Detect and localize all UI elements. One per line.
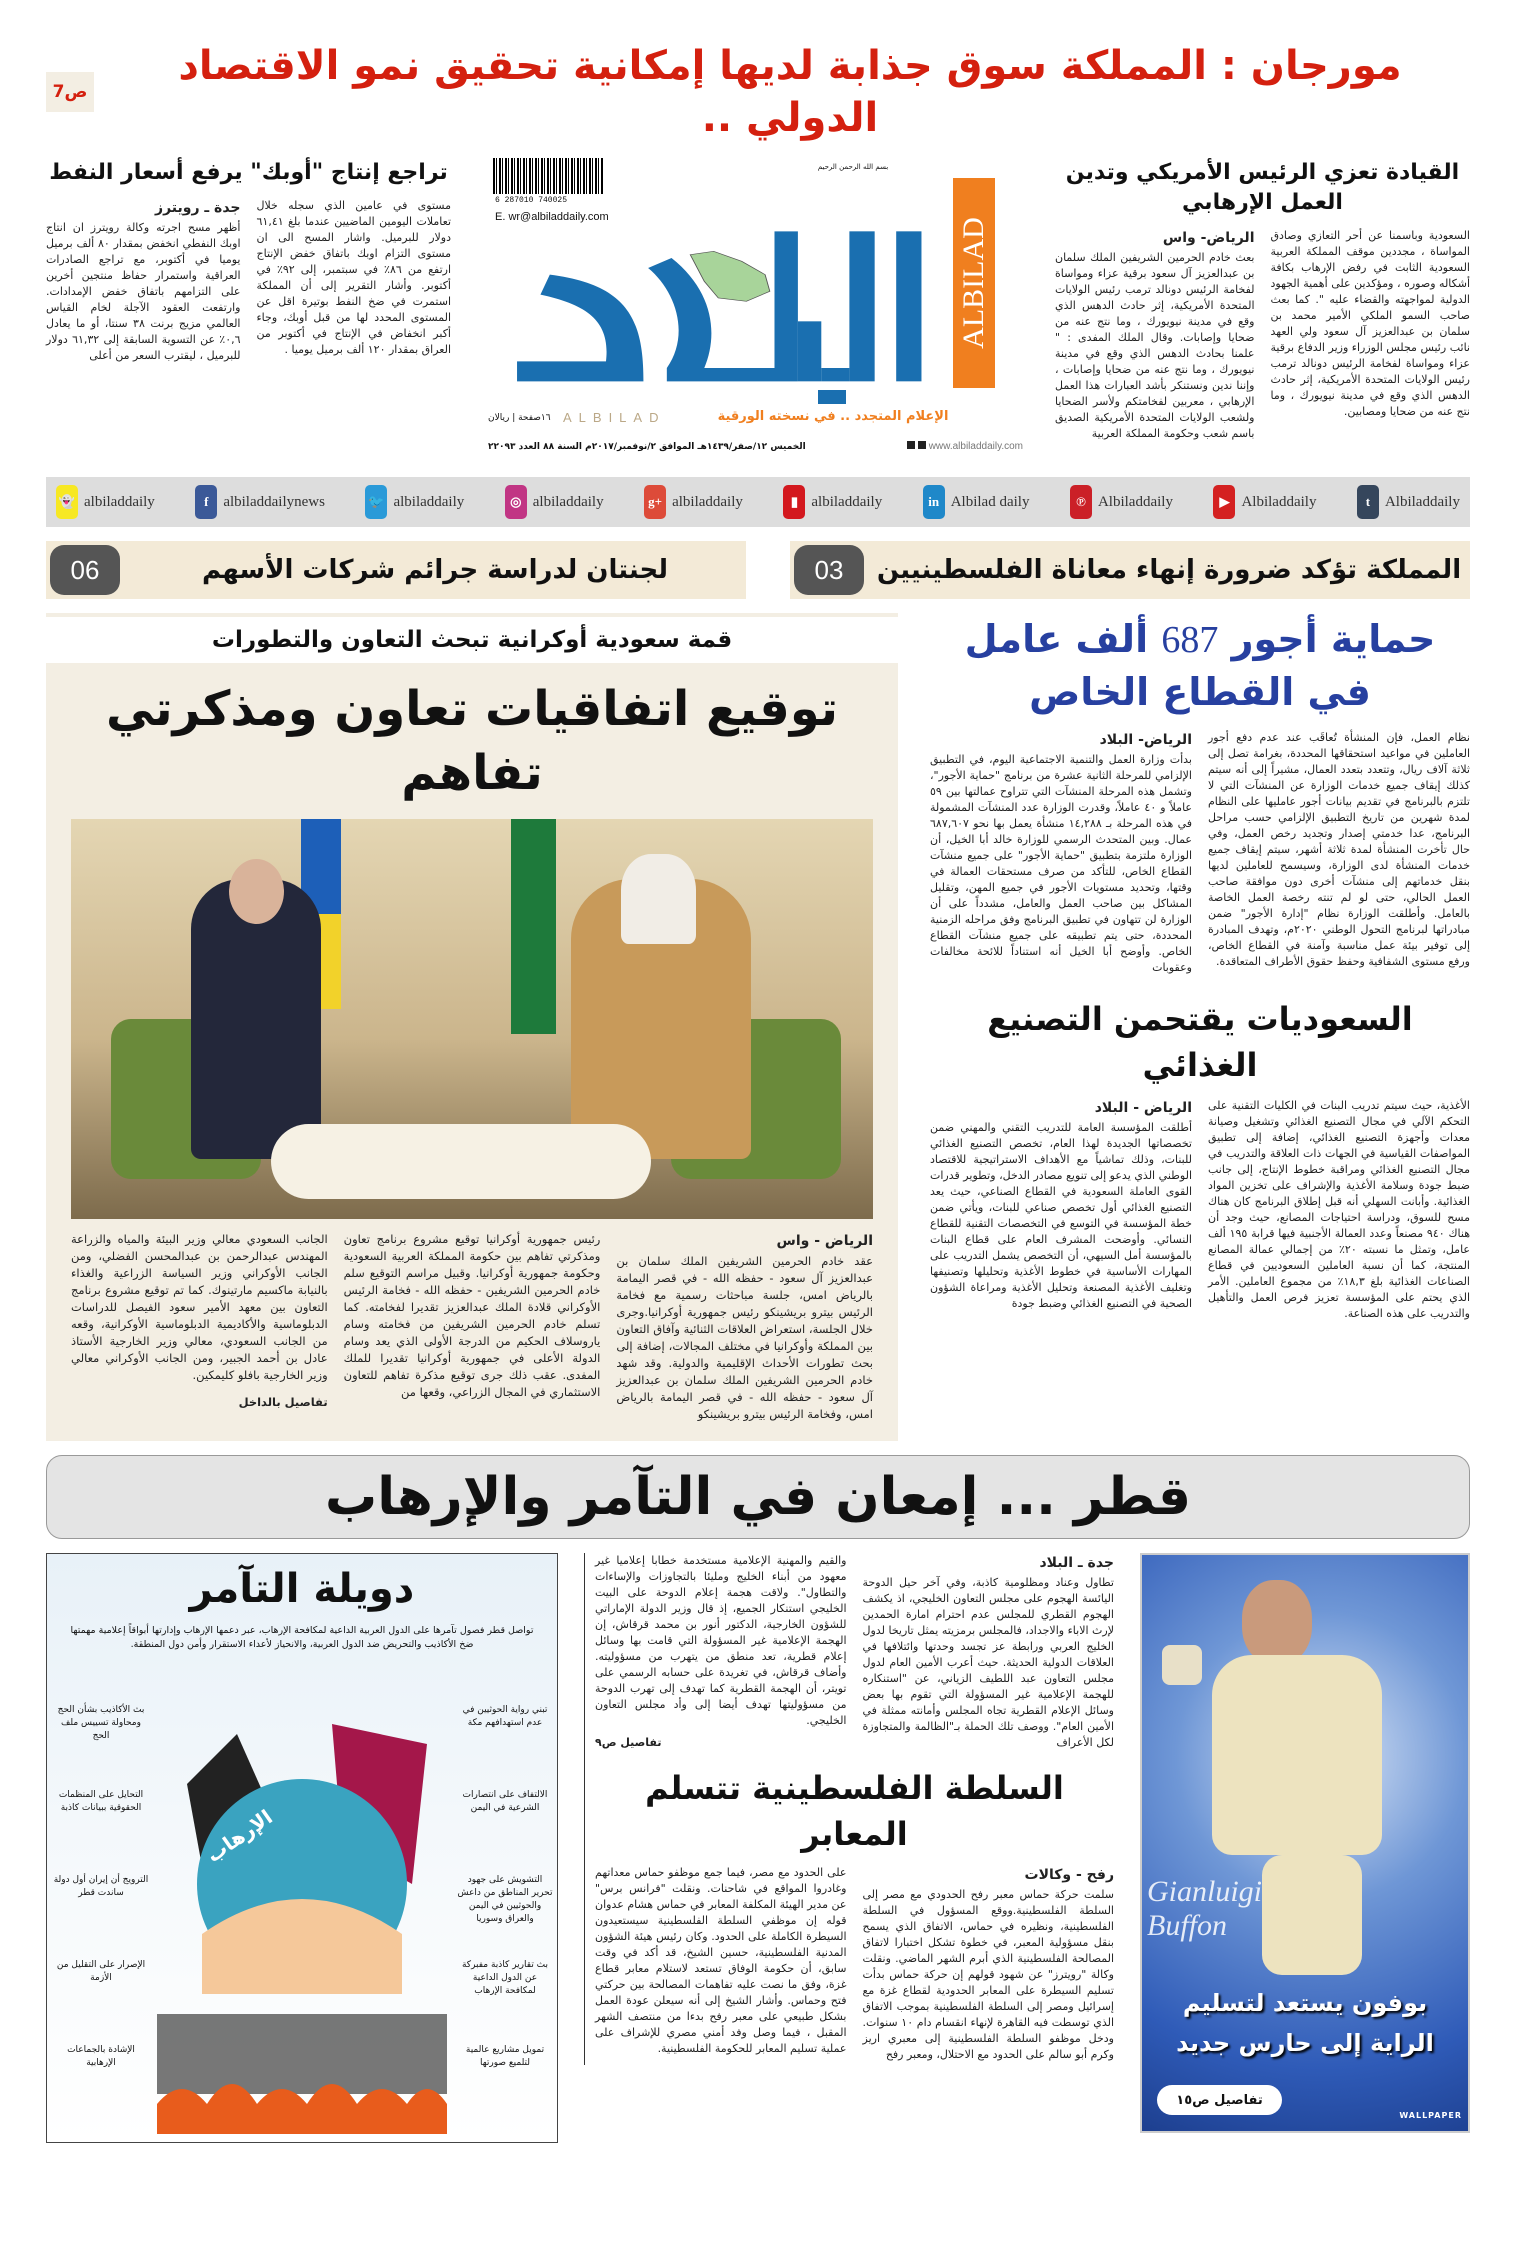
right-column xyxy=(930,613,1470,1324)
article-wages xyxy=(930,613,1470,978)
tumblr-icon: t xyxy=(1357,485,1379,519)
details-page-15-link[interactable]: تفاصيل ص١٥ xyxy=(1157,2085,1282,2115)
social-link-twitter[interactable] xyxy=(365,485,464,519)
main-row xyxy=(46,613,1470,1441)
teaser-stock-crimes[interactable] xyxy=(46,541,746,599)
linkedin-icon: in xyxy=(923,485,945,519)
infographic-item: تمويل مشاريع عالمية لتلميع صورتها xyxy=(465,2045,545,2068)
saudi-map-icon xyxy=(690,251,770,301)
social-handle[interactable]: albiladdaily xyxy=(393,493,465,510)
infographic-globe xyxy=(157,1714,447,2134)
militants-silhouette xyxy=(157,2014,447,2094)
dateline: جدة ـ رويترز xyxy=(155,200,241,216)
infographic-item: الإصرار على التقليل من الأزمة xyxy=(56,1960,146,1983)
tagline: الإعلام المتجدد .. في نسخته الورقية xyxy=(717,409,949,424)
logo-dot xyxy=(818,390,846,404)
social-handle[interactable]: albiladdailynews xyxy=(223,493,325,510)
article-leadership-condolences xyxy=(1055,158,1470,444)
price: ١٦صفحة | ريالان xyxy=(488,413,551,423)
teaser-palestinians[interactable] xyxy=(790,541,1470,599)
qatar-banner[interactable] xyxy=(46,1455,1470,1539)
dateline: الرياض - واس xyxy=(776,1233,873,1249)
youtube-icon: ▶ xyxy=(1213,485,1235,519)
saudi-flag xyxy=(511,819,556,1034)
article-opec xyxy=(46,158,451,366)
article-text: عقد خادم الحرمين الشريفين الملك سلمان بن عبدالعزيز آل سعود - حفظه الله - في قصر اليمامة بالرياض امس، جلسة مباحثات رسمية مع فخامة الرئيس بيترو بريشينكو رئيس جمهورية أوكرانيا.وجرى خلال الجلسة، استعراض العلاقات الثنائية وآفاق التعاون بين المملكة وأوكرانيا في مختلف المجالات، إضافة إلى بحث تطورات الأحداث الإقليمية والدولية. وقد شهد خادم الحرمين الشريفين الملك سلمان بن عبدالعزيز آل سعود - حفظه الله - في قصر اليمامة بالرياض امس، وفخامة الرئيس بيترو بريشينكو xyxy=(616,1254,873,1421)
buffon-photo xyxy=(1140,1553,1470,2133)
teaser-text[interactable]: لجنتان لدراسة جرائم شركات الأسهم xyxy=(201,555,668,585)
article-text: بعث خادم الحرمين الشريفين الملك سلمان بن عبدالعزيز آل سعود برقية عزاء ومواساة لفخامة الرئيس دونالد ترمب رئيس الولايات المتحدة الأمريكية، إثر حادث الدهس الذي وقع في مدينة نيويورك ، وما نتج عنه من ضحايا وإصابات. وقال الملك المفدى : " علمنا بحادث الدهس الذي وقع في مدينة نيويورك ، وما نتج عنه من ضحايا وإصابات ، وإننا ندين ونستنكر بأشد العبارات هذا العمل الإرهابي ، معربين لفخامتكم ولأسر الضحايا ولشعب الولايات المتحدة الأمريكية الصديق باسم شعب وحكومة المملكة العربية xyxy=(1055,251,1255,440)
terror-label: الإرهاب xyxy=(201,1804,277,1868)
social-handle[interactable]: albiladdaily xyxy=(811,493,883,510)
logo-dal-stroke xyxy=(517,275,643,382)
social-link-facebook[interactable] xyxy=(195,485,325,519)
summit-photo xyxy=(71,819,873,1219)
masthead-row xyxy=(46,158,1470,463)
article-text: على الحدود مع مصر، فيما جمع موظفو حماس معداتهم وغادروا المواقع في شاحنات. ونقلت "فرانس برس" عن مدير الهيئة المكلفة المعابر في حماس هشام عدوان قوله إن موظفي السلطة الفلسطينية سيستعيدون السيطرة الكاملة على الحدود. وكان رئيس هيئة الشؤون المدنية الفلسطينية، حسين الشيخ، قد أكد في وقت سابق، أن حكومة الوفاق تستعد لاستلام معابر قطاع غزة، وفق ما نصت عليه تفاهمات المصالحة بين حركتي فتح وحماس. وأشار الشيخ إلى أنه سيعلن عودة العمل بشكل طبيعي على معبر رفح بدءا من منتصف الشهر المقبل ، فيما وصل وفد أمني مصري للإشراف على عملية تسليم المعابر للحكومة الفلسطينية. xyxy=(595,1866,847,2055)
infographic-item: التشويش على جهود تحرير المناطق من داعش والحوثيين في اليمن والعراق وسوريا xyxy=(457,1875,553,1924)
article-palestine-crossings xyxy=(595,1765,1114,2065)
instagram-icon: ◎ xyxy=(505,485,527,519)
dateline: الرياض - البلاد xyxy=(1094,1100,1192,1116)
buffon-signature: Gianluigi Buffon xyxy=(1147,1875,1263,1942)
bottom-row xyxy=(46,1553,1470,2143)
headline-number: 687 xyxy=(1161,619,1219,661)
social-link-flipboard[interactable] xyxy=(783,485,882,519)
email-link[interactable]: E. wr@albiladdaily.com xyxy=(495,211,609,223)
facebook-icon: f xyxy=(195,485,217,519)
middle-column xyxy=(584,1553,1114,2065)
food-headline[interactable]: السعوديات يقتحمن التصنيع الغذائي xyxy=(987,1000,1413,1084)
article-text: أطلقت المؤسسة العامة للتدريب التقني والمهني ضمن تخصصاتها الجديدة لهذا العام، تخصص التصنيع الغذائي للبنات، وذلك تماشياً مع الأهداف الاستراتيجية للاقتصاد الوطني الذي يدعو إلى تنويع مصادر الدخل، وتطوير قدرات القوى العاملة السعودية في القطاع الصناعي، حيث يعد التصنيع الغذائي أول تخصص صناعي للبنات، ويأتي ضمن خطة المؤسسة في التوسع في التخصصات التقنية للقطاع النسائي. وأوضحت المشرف العام على قطاع البنات بالمؤسسة أمل السيهي، أن التخصص يشمل التدريب على المهارات الأساسية في خطوط الأغذية وتحليلها وتصنيفها وتغليف الأغذية المصنعة وتحليل الأغذية ومراعاة الشؤون الصحية في التصنيع الغذائي وضبط جودة xyxy=(930,1121,1192,1310)
logo-latin-vertical-block xyxy=(953,178,995,388)
watermark: WALLPAPER xyxy=(1399,2111,1462,2120)
banner-headline[interactable]: قطر ... إمعان في التآمر والإرهاب xyxy=(324,1467,1192,1527)
social-handle[interactable]: Albilad daily xyxy=(950,493,1030,510)
flower-arrangement xyxy=(271,1124,651,1199)
teasers-row xyxy=(46,541,1470,599)
article-text: رئيس جمهورية أوكرانيا توقيع مشروع برنامج تعاون ومذكرتي تفاهم بين حكومة المملكة العربية السعودية وحكومة جمهورية أوكرانيا. وقبيل مراسم التوقيع سلم خادم الحرمين الشريفين - حفظه الله - فخامة الرئيس الأوكراني قلادة الملك عبدالعزيز تقديرا لفخامته. كما تسلم خادم الحرمين الشريفين من فخامته وسام ياروسلاف الحكيم من الدرجة الأولى الذي يعد وسام الدولة الأعلى في جمهورية أوكرانيا تقديرا للملك المفدى. عقب ذلك جرى توقيع مذكرة تفاهم للتعاون الاستثماري في المجال الزراعي، وقعها من xyxy=(343,1232,601,1399)
lead-story xyxy=(46,613,898,1441)
article-text: بدأت وزارة العمل والتنمية الاجتماعية اليوم، في التطبيق الإلزامي للمرحلة الثانية عشرة من برنامج "حماية الأجور"، وتشمل هذه المرحلة المنشآت التي تتراوح عمالتها بين ٥٩ عاملاً و ٤٠ عاملاً، وقدرت الوزارة عدد المنشآت المشمولة في هذه المرحلة بـ ١٤,٢٨٨ منشأة يعمل بها نحو ٦٨٧,٦٠٧ عمال. وبين المتحدث الرسمي للوزارة خالد أبا الخيل، أن الوزارة ملتزمة بتطبيق "حماية الأجور" على جميع منشآت القطاع الخاص، للتأكد من صرف مستحقات العمالة في وقتها، وتحديد مستويات الأجور في جميع المهن، وتقليل المشاكل بين صاحب العمل والعامل، مشدداً على أن الوزارة لن تتهاون في تطبيق البرنامج وفق مراحله الزمنية المحددة، حتى يتم تطبيقه على جميع منشآت القطاع الخاص. وأوضح أبا الخيل أنه استناداً للائحة مخالفات وعقوبات xyxy=(930,753,1192,974)
infographic-intro: تواصل قطر فصول تآمرها على الدول العربية الداعية لمكافحة الإرهاب، عبر دعمها الإرهاب وإدارتها أبواقاً إعلامية مهمتها ضخ الأكاذيب والتحريض ضد الدول العربية، والانحياز لأعداء الاستقرار وأمن دول المنطقة. xyxy=(70,1625,534,1650)
player-jersey xyxy=(1212,1655,1382,1855)
headline-part: حماية أجور xyxy=(1231,617,1436,661)
social-link-linkedin[interactable] xyxy=(923,485,1030,519)
social-handle[interactable]: albiladdaily xyxy=(84,493,155,510)
article-text: مستوى في عامين الذي سجله خلال تعاملات اليومين الماضيين عندما بلغ ٦١,٤١ دولار للبرميل. واشار المسح الى ان مستوى التزام اوبك باتفاق خفض الإنتاج ارتفع من ٨٦٪ في سبتمبر، إلى ٩٢٪ في أكتوبر. وأشار التقرير إلى أن المملكة استمرت في ضخ النفط بوتيرة اقل عن المستوى المحدد لها من قبل أوبك، وجاء أكبر انخفاض في الإنتاج في أكتوبر من العراق بمقدار ١٢٠ ألف برميل يوميا . xyxy=(256,199,451,356)
website-url[interactable]: www.albiladdaily.com xyxy=(928,441,1023,452)
infographic-item: الالتفاف على انتصارات الشرعية في اليمن xyxy=(462,1790,548,1813)
logo-latin: ALBILAD xyxy=(563,410,666,425)
article-headline[interactable]: القيادة تعزي الرئيس الأمريكي وتدين العمل الإرهابي xyxy=(1065,160,1460,215)
date-line: الخميس ١٢/صفر/١٤٣٩هـ الموافق ٢/نوفمبر/٢٠١٧م السنة ٨٨ العدد ٢٢٠٩٣ xyxy=(488,442,806,452)
article-food-manufacturing xyxy=(930,996,1470,1324)
social-handle[interactable]: albiladdaily xyxy=(532,493,604,510)
article-text: سلمت حركة حماس معبر رفح الحدودي مع مصر إلى السلطة الفلسطينية.ووقع المسؤول في السلطة الفلسطينية، ونظيره في حماس، الاتفاق الذي يسمح بنقل مسؤولية المعبر، في خطوة تشكل اختبارا لاتفاق المصالحة الفلسطينية الذي أبرم الشهر الماضي. ونقلت وكالة "رويترز" عن شهود قولهم إن حركة حماس بدأت تسليم السيطرة على المعابر الحدودية لقطاع غزة مع إسرائيل ومصر إلى السلطة الفلسطينية بموجب الاتفاق الذي توسطت فيه القاهرة لإنهاء انقسام دام ١٠ سنوات. ودخل موظفو السلطة الفلسطينية إلى معبري اريز وكرم أبو سالم على الحدود مع الاحتلال، ومعبر رفح xyxy=(862,1888,1114,2061)
article-text: الجانب السعودي معالي وزير البيئة والمياه والزراعة المهندس عبدالرحمن بن عبدالمحسن الفضلي، ومن الجانب الأوكراني وزير السياسة الزراعية والغذاء بالنيابة ماكسيم مارتينوك. كما تم توقيع مشروع برنامج التعاون بين معهد الأمير سعود الفيصل للدراسات الدبلوماسية والأكاديمية الدبلوماسية الأوكرانية، وقعه من الجانب السعودي، معالي وزير الخارجية الأستاذ عادل بن أحمد الجبير، ومن الجانب الأوكراني معالي وزير الخارجية بافلو كليمكين. xyxy=(70,1232,328,1382)
article-text: نظام العمل، فإن المنشأة تُعاقَب عند عدم دفع أجور العاملين في مواعيد استحقاقها المحددة، بغرامة تصل إلى ثلاثة آلاف ريال، وتتعدد بتعدد العمال، مشيراً إلى أنه سيتم كذلك إيقاف جميع خدمات الوزارة عن المنشآت التي لا تلتزم بالبرنامج في تقديم بيانات أجور عامليها على النظام لمدة شهرين من تاريخ التطبيق الإلزامي حسب مراحل البرنامج، عدا خدمتي إصدار وتجديد رخص العمل، وفي حال تأخرت المنشأة لمدة ثلاثة أشهر، سيتم إيقاف جميع خدمات المنشأة لدى الوزارة، وسيسمح للعاملين لديها بنقل خدماتهم إلى منشآت أخرى دون موافقة صاحب العمل الحالي، حتى لو لم تنته رخصة العمل الخاصة بالعامل. وأطلقت الوزارة نظام "إدارة الأجور" ضمن مبادراتها لبرنامج التحول الوطني ٢٠٢٠م، وتهدف المبادرة إلى توفير بيئة عمل مناسبة وآمنة في القطاع الخاص، ورفع مستوى الشفافية وحفظ حقوق الأطراف المتعاقدة. xyxy=(1208,731,1470,968)
social-link-instagram[interactable] xyxy=(505,485,604,519)
social-handle[interactable]: Albiladdaily xyxy=(1097,493,1173,510)
lead-subheadline[interactable]: قمة سعودية أوكرانية تبحث التعاون والتطورات xyxy=(46,617,898,663)
article-text: تطاول وعناد ومظلومية كاذبة، وفي آخر حيل الدوحة اليائسة الهجوم على مجلس التعاون الخليجي، اذ يكشف الهجوم القطري للمجلس عدم احترام امارة الحمدين لإرث الاباء والاجداد، فالمجلس برمزيته يمثل تاريخا لدول الخليج العربي ورابطة عز تجسد وحدتها وائتلافها في العلاقات الدولية الحديثة. حيث أعرب الأمين العام لدول مجلس التعاون عبد اللطيف الزياني، عن "استنكاره للهجمة الإعلامية غير المسؤولة التي تقوم بها بعض وسائل الإعلام القطرية تجاه المجلس وأمانته ممثلة في الأمين العام". ووصف تلك الحملة بـ"الظالمة والمتجاوزة لكل الأعراف xyxy=(862,1576,1114,1749)
wages-headline[interactable] xyxy=(930,613,1470,666)
dateline: رفح - وكالات xyxy=(1024,1867,1114,1883)
details-inside-link[interactable]: تفاصيل بالداخل xyxy=(238,1395,328,1409)
snapchat-icon: 👻 xyxy=(56,485,78,519)
website-link[interactable] xyxy=(828,440,1023,454)
wages-headline-line2[interactable]: في القطاع الخاص xyxy=(1029,670,1371,714)
teaser-text[interactable]: المملكة تؤكد ضرورة إنهاء معاناة الفلسطينيين xyxy=(876,555,1462,585)
player-head xyxy=(1242,1580,1312,1665)
headline-part: ألف عامل xyxy=(964,617,1149,661)
dateline: الرياض- واس xyxy=(1162,230,1255,246)
article-gcc xyxy=(595,1553,1114,1753)
infographic-qatar xyxy=(46,1553,558,2143)
social-link-googleplus[interactable] xyxy=(644,485,743,519)
article-text: والقيم والمهنية الإعلامية مستخدمة خطابا إعلاميا غير معهود من أبناء الخليج ومليئا بالتجاوزات والإساءات والتطاول". ولاقت هجمة إعلام الدوحة على البيت الخليجي استنكار الجميع، إذ قال وزير الدولة الإماراتي للشؤون الخارجية، الدكتور أنور بن محمد قرقاش، إن الهجمة الإعلامية غير المسؤولة التي قامت بها وسائل إعلام قطرية، تعد منطق من يتهرب من مسؤوليته. وأضاف قرقاش، في تغريدة على حسابه الرسمي على تويتر، أن الهجمة القطرية كما تهدف إلى تهرب الدوحة من مسؤوليتها تهدف أيضا إلى وأد مجلس التعاون الخليجي. xyxy=(595,1554,847,1727)
details-page-9-link[interactable]: تفاصيل ص٩ xyxy=(595,1736,662,1749)
player-legs xyxy=(1262,1855,1362,1975)
infographic-title: دويلة التآمر xyxy=(189,1566,415,1612)
social-link-snapchat[interactable] xyxy=(56,485,155,519)
social-handle[interactable]: Albiladdaily xyxy=(1384,493,1460,510)
googleplus-icon: g+ xyxy=(644,485,666,519)
buffon-headline-line2[interactable]: الراية إلى حارس جديد xyxy=(1176,2029,1434,2057)
infographic-item: التحايل على المنظمات الحقوقية ببيانات كاذبة xyxy=(58,1790,144,1813)
page-reference-badge[interactable]: ص7 xyxy=(46,72,94,112)
article-text: السعودية وباسمنا عن أحر التعازي وصادق المواساة ، مجددين موقف المملكة العربية السعودية الثابت في رفض الإرهاب بكافة أشكاله وصوره ، ومؤكدين على أهمية الجهود الدولية لمواجهته والقضاء عليه ". كما بعث صاحب السمو الملكي الأمير محمد بن سلمان بن عبدالعزيز آل سعود ولي العهد نائب رئيس مجلس الوزراء وزير الدفاع برقية عزاء ومواساة لفخامة الرئيس دونالد ترمب رئيس الولايات المتحدة الأمريكية، إثر حادث الدهس الذي وقع في مدينة نيويورك ، وما نتج عنه من ضحايا ومصابين. xyxy=(1270,229,1470,418)
glove-icon xyxy=(1162,1645,1202,1685)
palestine-headline[interactable]: السلطة الفلسطينية تتسلم المعابر xyxy=(645,1769,1064,1853)
article-text: الأغذية، حيث سيتم تدريب البنات في الكليات التقنية على التحكم الآلي في مجال التصنيع الغذائي وتشغيل وصيانة معدات وأجهزة التصنيع الغذائي، إضافة إلى تطبيق المواصفات القياسية في الجهات ذات العلاقة والتدريب في مجال التصنيع الغذائي ومراقبة خطوط الإنتاج، إلى جانب ضبط جودة وسلامة الأغذية والإشراف على تخزين المواد الغذائية. وأبانت السهلي أنه قبل إطلاق البرنامج كان هناك مسح للسوق، ودراسة احتياجات المصانع، حيث وجد أن هناك ٩٤٠ مصنعاً وعدد العمالة الأجنبية فيها قرابة ١٩٥ ألف عامل، وتمثل ما نسبته ٢٠٪ من إجمالي عمالة المصانع المنتجة، كما أن نسبة العاملين السعوديين في قطاع الصناعات الغذائية بلغ ١٨,٣٪ من مجموع العاملين. الأمر الذي يحتم على المؤسسة تعزيز فرص العمل والتأهيل والتدريب على هذه الصناعة. xyxy=(1208,1099,1470,1320)
social-media-bar xyxy=(46,477,1470,527)
social-handle[interactable]: albiladdaily xyxy=(672,493,743,510)
logo-latin-vertical: ALBILAD xyxy=(957,217,990,349)
albilad-logo[interactable] xyxy=(503,228,943,388)
dateline: الرياض- البلاد xyxy=(1099,732,1192,748)
infographic-item: بث تقارير كاذبة مفبركة عن الدول الداعية لمكافحة الإرهاب xyxy=(461,1960,549,1996)
twitter-icon: 🐦 xyxy=(365,485,387,519)
teaser-page-number: 06 xyxy=(50,545,120,595)
masthead xyxy=(483,158,1023,463)
top-headline-row xyxy=(46,40,1470,144)
pinterest-icon: ℗ xyxy=(1070,485,1092,519)
social-link-tumblr[interactable] xyxy=(1357,485,1460,519)
social-link-pinterest[interactable] xyxy=(1070,485,1173,519)
buffon-headline-line1[interactable]: بوفون يستعد لتسليم xyxy=(1182,1989,1428,2017)
barcode-number: 6 287010 740025 xyxy=(495,196,568,205)
social-handle[interactable]: Albiladdaily xyxy=(1241,493,1317,510)
article-headline[interactable]: تراجع إنتاج "أوبك" يرفع أسعار النفط xyxy=(49,160,448,185)
social-link-youtube[interactable] xyxy=(1213,485,1316,519)
infographic-item: تبني رواية الحوثيين في عدم استهدافهم مكة xyxy=(462,1705,548,1728)
infographic-item: الإشادة بالجماعات الإرهابية xyxy=(67,2045,135,2068)
lead-headline[interactable]: توقيع اتفاقيات تعاون ومذكرتي تفاهم xyxy=(106,681,838,801)
flipboard-icon: ▮ xyxy=(783,485,805,519)
infographic-item: الترويج أن إيران أول دولة ساندت قطر xyxy=(53,1875,149,1898)
basmala: بسم الله الرحمن الرحيم xyxy=(817,163,889,171)
dateline: جدة ـ البلاد xyxy=(1039,1555,1114,1571)
top-headline[interactable]: مورجان : المملكة سوق جذابة لديها إمكانية تحقيق نمو الاقتصاد الدولي .. xyxy=(178,43,1402,141)
barcode xyxy=(493,158,603,194)
teaser-page-number: 03 xyxy=(794,545,864,595)
article-text: أظهر مسح اجرته وكالة رويترز ان انتاج اوبك النفطي انخفض بمقدار ٨٠ ألف برميل يوميا في أكتوبر، مع تراجع الصادرات العراقية واستمرار حفاظ منتجين أخرين على التزامهم باتفاق خفض الإمدادات. وارتفعت العقود الآجلة لخام القياس العالمي مزيج برنت ٣٨ سنتا، أو ما يعادل ٠,٦٪ عن التسوية السابقة إلى ٦١,٣٢ دولار للبرميل ، ليقترب السعر من أعلى xyxy=(46,221,241,362)
infographic-item: بث الأكاذيب بشأن الحج ومحاولة تسييس ملف الحج xyxy=(57,1705,145,1741)
